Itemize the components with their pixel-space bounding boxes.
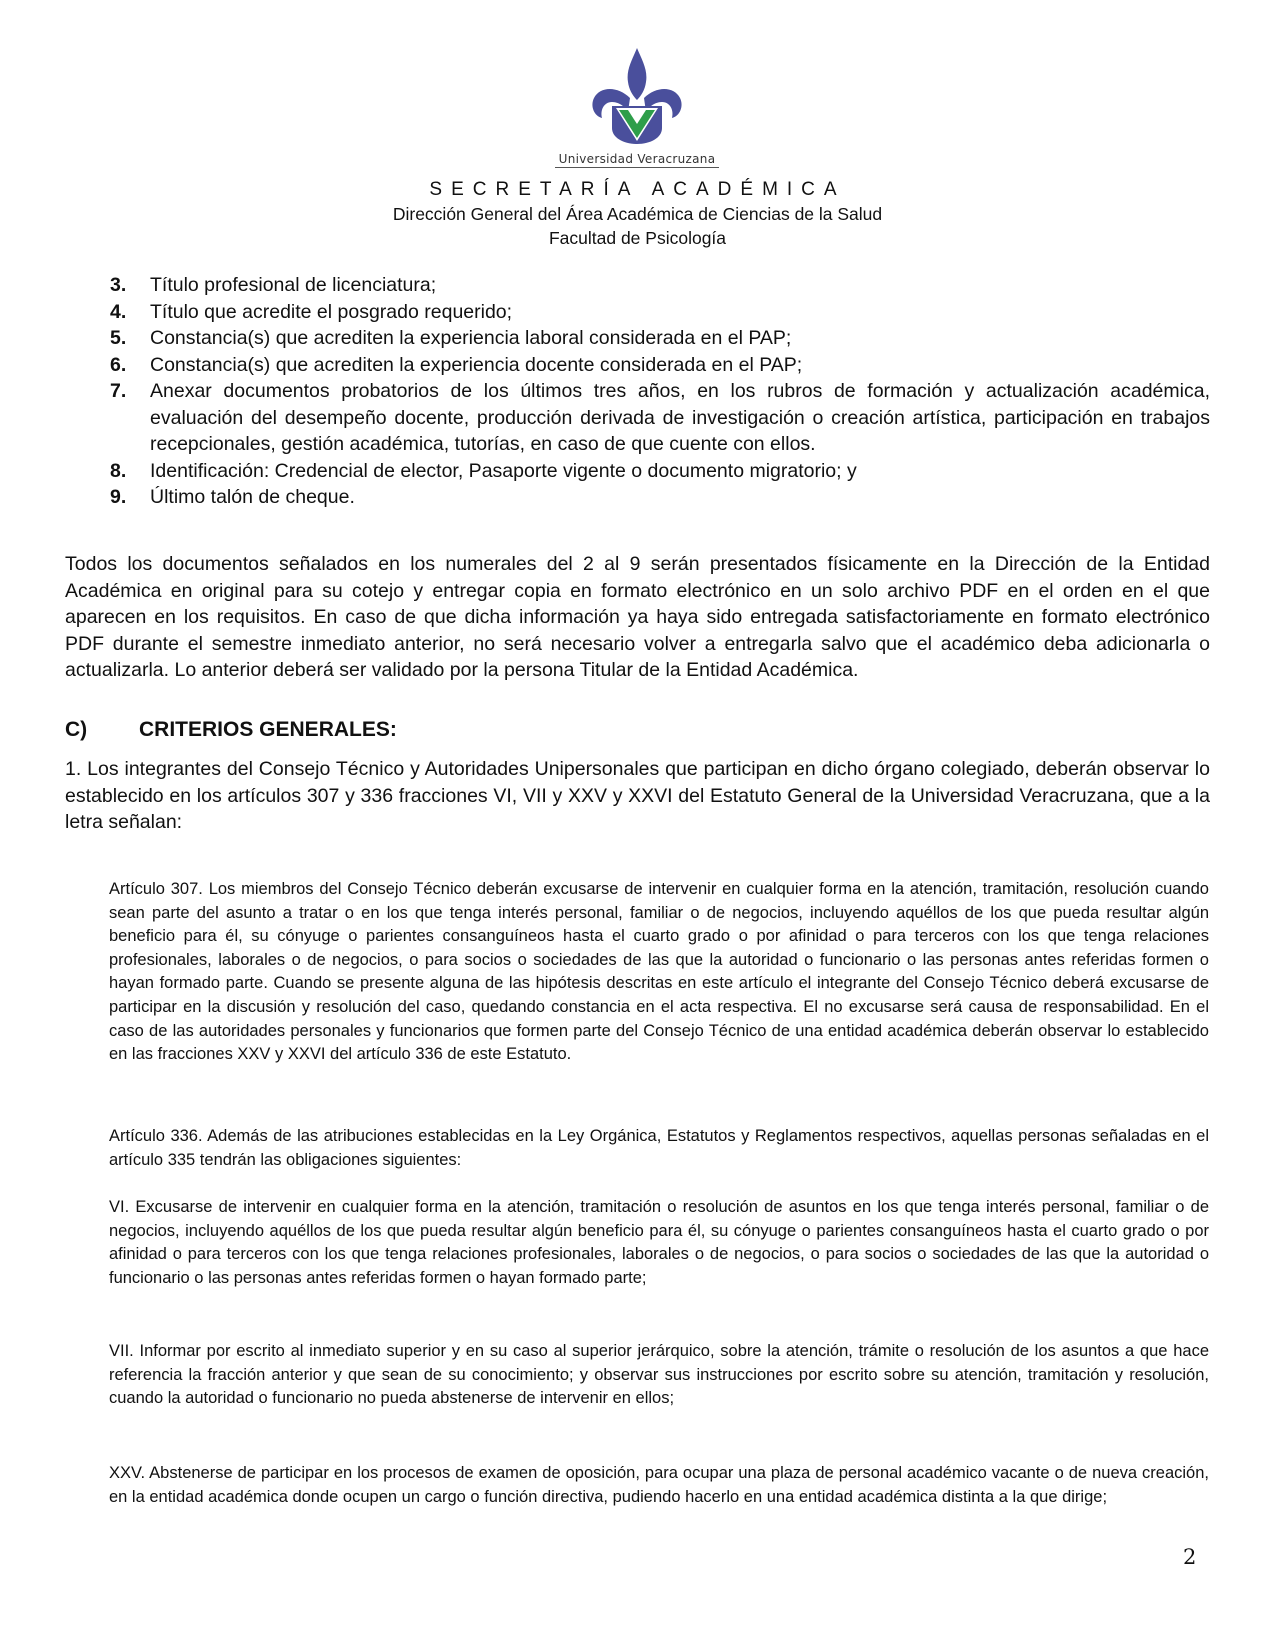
fleur-de-lis-logo-icon — [582, 46, 692, 146]
list-item — [110, 299, 1210, 326]
list-item — [110, 325, 1210, 352]
requirements-list — [110, 272, 1210, 511]
page-number: 2 — [1183, 1545, 1197, 1569]
fraccion-vii-quote: VII. Informar por escrito al inmediato superior y en su caso al superior jerárquico, sobre la atención, trámite o resolución de los asuntos a que hace referencia la fracción anterior y que sean de su conocimiento; y observar sus instrucciones por escrito sobre su atención, tramitación y resolución, cuando la autoridad o funcionario no pueda abstenerse de intervenir en ellos; — [109, 1342, 1209, 1408]
fraccion-vi-quote: VI. Excusarse de intervenir en cualquier forma en la atención, tramitación o resolución de asuntos en los que tenga interés personal, familiar o de negocios, incluyendo aquéllos de los que pueda resultar algún beneficio para él, su cónyuge o parientes consanguíneos hasta el cuarto grado o por afinidad o para terceros con los que tenga relaciones profesionales, laborales o de negocios, o para socios o sociedades de las que la autoridad o funcionario o las personas antes referidas formen o hayan formado parte; — [109, 1198, 1209, 1287]
secretaria-heading: SECRETARÍA ACADÉMICA — [429, 179, 846, 200]
list-item — [110, 484, 1210, 511]
list-text: Identificación: Credencial de elector, Pasaporte vigente o documento migratorio; y — [150, 459, 857, 482]
section-heading — [65, 716, 397, 744]
list-number: 4. — [110, 300, 127, 323]
article-307-quote: Artículo 307. Los miembros del Consejo Técnico deberán excusarse de intervenir en cualquier forma en la atención, tramitación, resolución cuando sean parte del asunto a tratar o en los que tenga interés personal, familiar o de negocios, incluyendo aquéllos de los que pueda resultar algún beneficio para él, su cónyuge o parientes consanguíneos hasta el cuarto grado o por afinidad o para terceros con los que tenga relaciones profesionales, laborales o de negocios, o para socios o sociedades de las que la autoridad o funcionario o las personas antes referidas formen o hayan formado parte. Cuando se presente alguna de las hipótesis descritas en este artículo el integrante del Consejo Técnico deberá excusarse de participar en la discusión y resolución del caso, quedando constancia en el acta respectiva. El no excusarse será causa de responsabilidad. En el caso de las autoridades personales y funcionarios que formen parte del Consejo Técnico de una entidad académica deberán observar lo establecido en las fracciones XXV y XXVI del artículo 336 de este Estatuto. — [109, 880, 1209, 1064]
list-number: 9. — [110, 486, 127, 508]
letterhead — [0, 178, 1275, 250]
university-logo — [537, 46, 737, 168]
list-text: Título que acredite el posgrado requerido; — [150, 300, 513, 323]
facultad-subheading: Facultad de Psicología — [548, 228, 727, 248]
list-item — [110, 378, 1210, 458]
list-text: Constancia(s) que acrediten la experiencia docente considerada en el PAP; — [150, 353, 803, 376]
integrantes-paragraph: 1. Los integrantes del Consejo Técnico y Autoridades Unipersonales que participan en dicho órgano colegiado, deberán observar lo establecido en los artículos 307 y 336 fracciones VI, VII y XXV y XXVI del Estatuto General de la Universidad Veracruzana, que a la letra señalan: — [65, 758, 1210, 833]
section-title-text: CRITERIOS GENERALES: — [139, 718, 397, 741]
documents-paragraph: Todos los documentos señalados en los numerales del 2 al 9 serán presentados físicamente en la Dirección de la Entidad Académica en original para su cotejo y entregar copia en formato electrónico en un solo archivo PDF en el orden en el que aparecen en los requisitos. En caso de que dicha información ya haya sido entregada satisfactoriamente en formato electrónico PDF durante el semestre inmediato anterior, no será necesario volver a entregarla salvo que el académico deba adicionarla o actualizarla. Lo anterior deberá ser validado por la persona Titular de la Entidad Académica. — [65, 553, 1210, 681]
list-text: Último talón de cheque. — [150, 486, 355, 508]
list-item — [110, 352, 1210, 379]
fraccion-xxv-quote: XXV. Abstenerse de participar en los procesos de examen de oposición, para ocupar una plaza de personal académico vacante o de nueva creación, en la entidad académica donde ocupen un cargo o función directiva, pudiendo hacerlo en una entidad académica distinta a la que dirige; — [109, 1464, 1209, 1506]
list-text: Constancia(s) que acrediten la experiencia laboral considerada en el PAP; — [150, 327, 792, 349]
article-336-quote: Artículo 336. Además de las atribuciones establecidas en la Ley Orgánica, Estatutos y Reglamentos respectivos, aquellas personas señaladas en el artículo 335 tendrán las obligaciones siguientes: — [109, 1127, 1209, 1169]
list-number: 3. — [110, 274, 127, 296]
direccion-subheading: Dirección General del Área Académica de Ciencias de la Salud — [392, 204, 883, 224]
list-number: 5. — [110, 327, 127, 349]
list-item — [110, 272, 1210, 299]
section-letter: C) — [65, 718, 88, 741]
list-text: Título profesional de licenciatura; — [150, 274, 437, 296]
list-text: Anexar documentos probatorios de los últimos tres años, en los rubros de formación y actualización académica, evaluación del desempeño docente, producción derivada de investigación o creación artística, participación en trabajos recepcionales, gestión académica, tutorías, en caso de que cuente con ellos. — [150, 380, 1210, 455]
list-number: 7. — [110, 380, 127, 402]
list-number: 8. — [110, 459, 127, 482]
list-item — [110, 458, 1210, 485]
list-number: 6. — [110, 353, 127, 376]
logo-caption: Universidad Veracruzana — [555, 152, 720, 168]
